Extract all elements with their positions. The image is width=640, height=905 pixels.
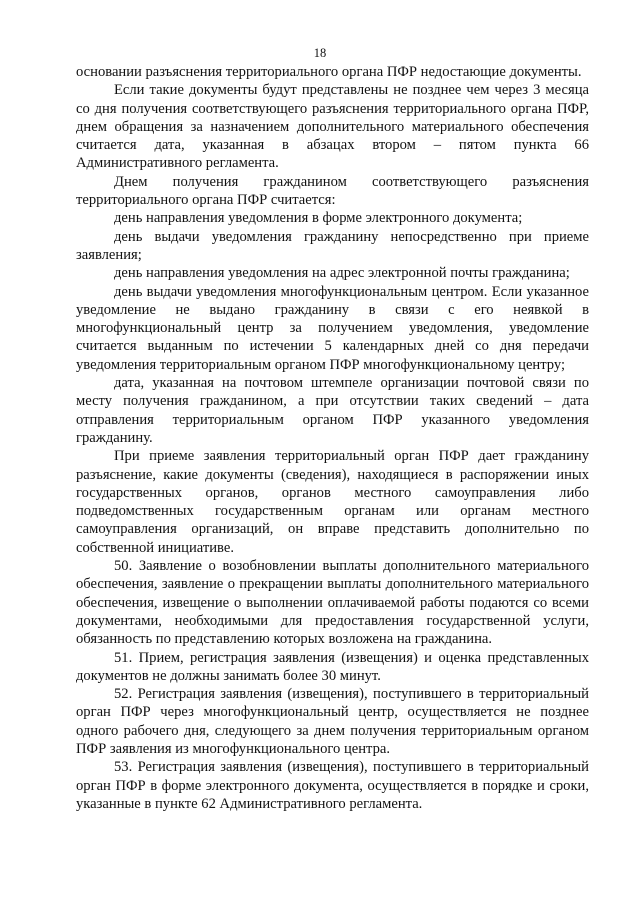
paragraph: день выдачи уведомления многофункциональным центром. Если указанное уведомление не выдано гражданину в связи с его неявкой в многофункциональный центр за получением уведомления, уведомление считается выданным по истечении 5 календарных дней со дня передачи уведомления территориальным органом ПФР многофункциональному центру; [76, 283, 589, 373]
paragraph: При приеме заявления территориальный орган ПФР дает гражданину разъяснение, какие документы (сведения), находящиеся в распоряжении иных государственных органов, органов местного самоуправления либо подведомственных государственным органам или органам местного самоуправления организаций, он вправе представить дополнительно по собственной инициативе. [76, 448, 589, 556]
paragraph: дата, указанная на почтовом штемпеле организации почтовой связи по месту получения гражданином, а при отсутствии таких сведений – дата отправления территориальным органом ПФР указанного уведомления гражданину. [76, 375, 589, 446]
paragraph-item-52: 52. Регистрация заявления (извещения), поступившего в территориальный орган ПФР через многофункциональный центр, осуществляется не позднее одного рабочего дня, следующего за днем получения территориальным органом ПФР заявления из многофункционального центра. [76, 686, 589, 757]
paragraph: день направления уведомления в форме электронного документа; [114, 210, 523, 227]
paragraph-item-53: 53. Регистрация заявления (извещения), поступившего в территориальный орган ПФР в форме электронного документа, осуществляется в порядке и сроки, указанные в пункте 62 Административного регламента. [76, 759, 589, 812]
body-text [76, 63, 589, 813]
paragraph: Днем получения гражданином соответствующего разъяснения территориального органа ПФР считается: [76, 173, 589, 209]
paragraph: день направления уведомления на адрес электронной почты гражданина; [114, 265, 570, 282]
page-number: 18 [313, 46, 327, 60]
paragraph-item-50: 50. Заявление о возобновлении выплаты дополнительного материального обеспечения, заявление о прекращении выплаты дополнительного материального обеспечения, извещение о выполнении оплачиваемой работы подаются со всеми документами, необходимыми для предоставления государственной услуги, обязанность по представлению которых возложена на гражданина. [76, 558, 589, 648]
paragraph-continuation: основании разъяснения территориального органа ПФР недостающие документы. [76, 64, 582, 80]
paragraph: Если такие документы будут представлены не позднее чем через 3 месяца со дня получения соответствующего разъяснения территориального органа ПФР, днем обращения за назначением дополнительного материального обеспечения считается дата, указанная в абзацах втором – пятом пункта 66 Административного регламента. [76, 82, 589, 172]
paragraph-item-51: 51. Прием, регистрация заявления (извещения) и оценка представленных документов не должны занимать более 30 минут. [76, 649, 589, 684]
paragraph: день выдачи уведомления гражданину непосредственно при приеме заявления; [76, 228, 589, 263]
